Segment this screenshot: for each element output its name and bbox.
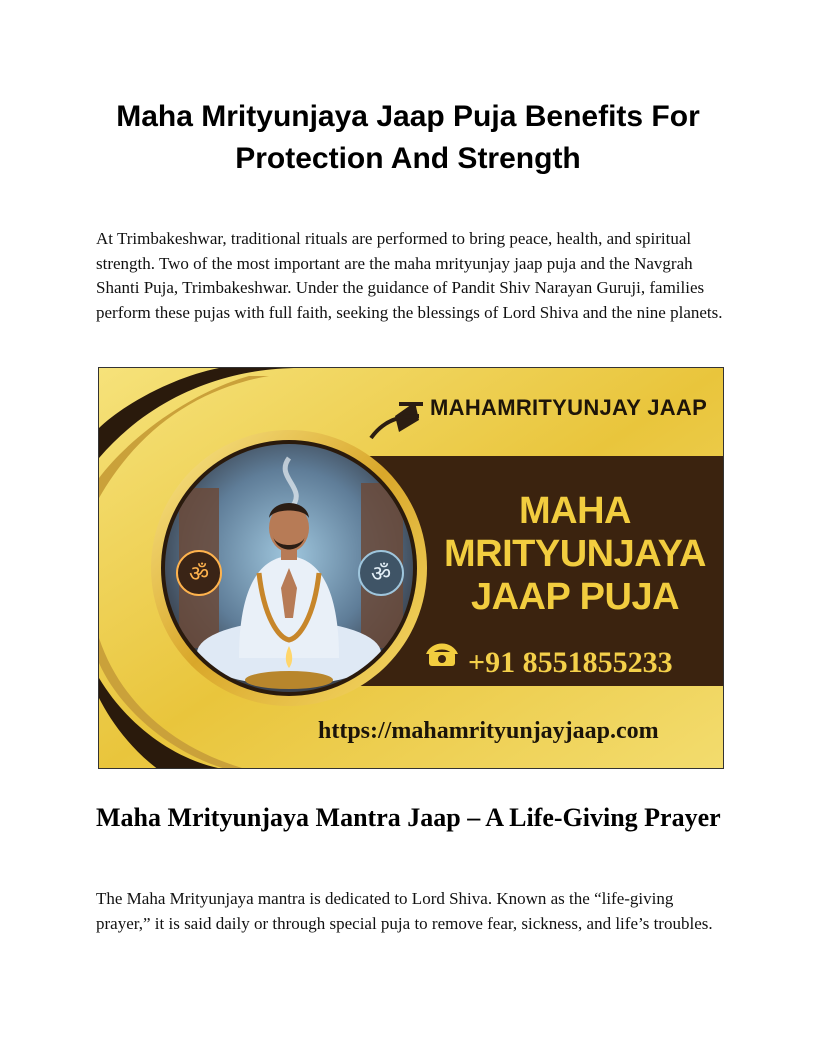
banner-headline-line: MRITYUNJAYA bbox=[444, 533, 706, 575]
banner-headline-line: MAHA bbox=[519, 490, 631, 532]
section-paragraph: The Maha Mrityunjaya mantra is dedicated to Lord Shiva. Known as the “life-giving prayer,” it is said daily or through special puja to remove fear, sickness, and life’s troubles. bbox=[96, 889, 713, 933]
section-heading: Maha Mrityunjaya Mantra Jaap – A Life-Giving Prayer bbox=[96, 803, 721, 832]
om-icon: ॐ bbox=[188, 562, 210, 587]
om-icon: ॐ bbox=[370, 562, 392, 587]
banner-headline bbox=[430, 490, 720, 619]
page-title: Maha Mrityunjaya Jaap Puja Benefits For Protection And Strength bbox=[116, 100, 700, 175]
banner-brand-text: MAHAMRITYUNJAY JAAP bbox=[430, 395, 708, 420]
banner-phone-number: +91 8551855233 bbox=[468, 646, 673, 679]
intro-paragraph: At Trimbakeshwar, traditional rituals are performed to bring peace, health, and spiritual strength. Two of the most important are the maha mrityunjay jaap puja and the Navgrah Shanti Puja, Trimbakeshwar. Under the guidance of Pandit Shiv Narayan Guruji, families perform these pujas with full faith, seeking the blessings of Lord Shiva and the nine planets. bbox=[96, 229, 723, 322]
banner-headline-line: JAAP PUJA bbox=[470, 576, 680, 618]
banner-url: https://mahamrityunjayjaap.com bbox=[318, 718, 659, 744]
